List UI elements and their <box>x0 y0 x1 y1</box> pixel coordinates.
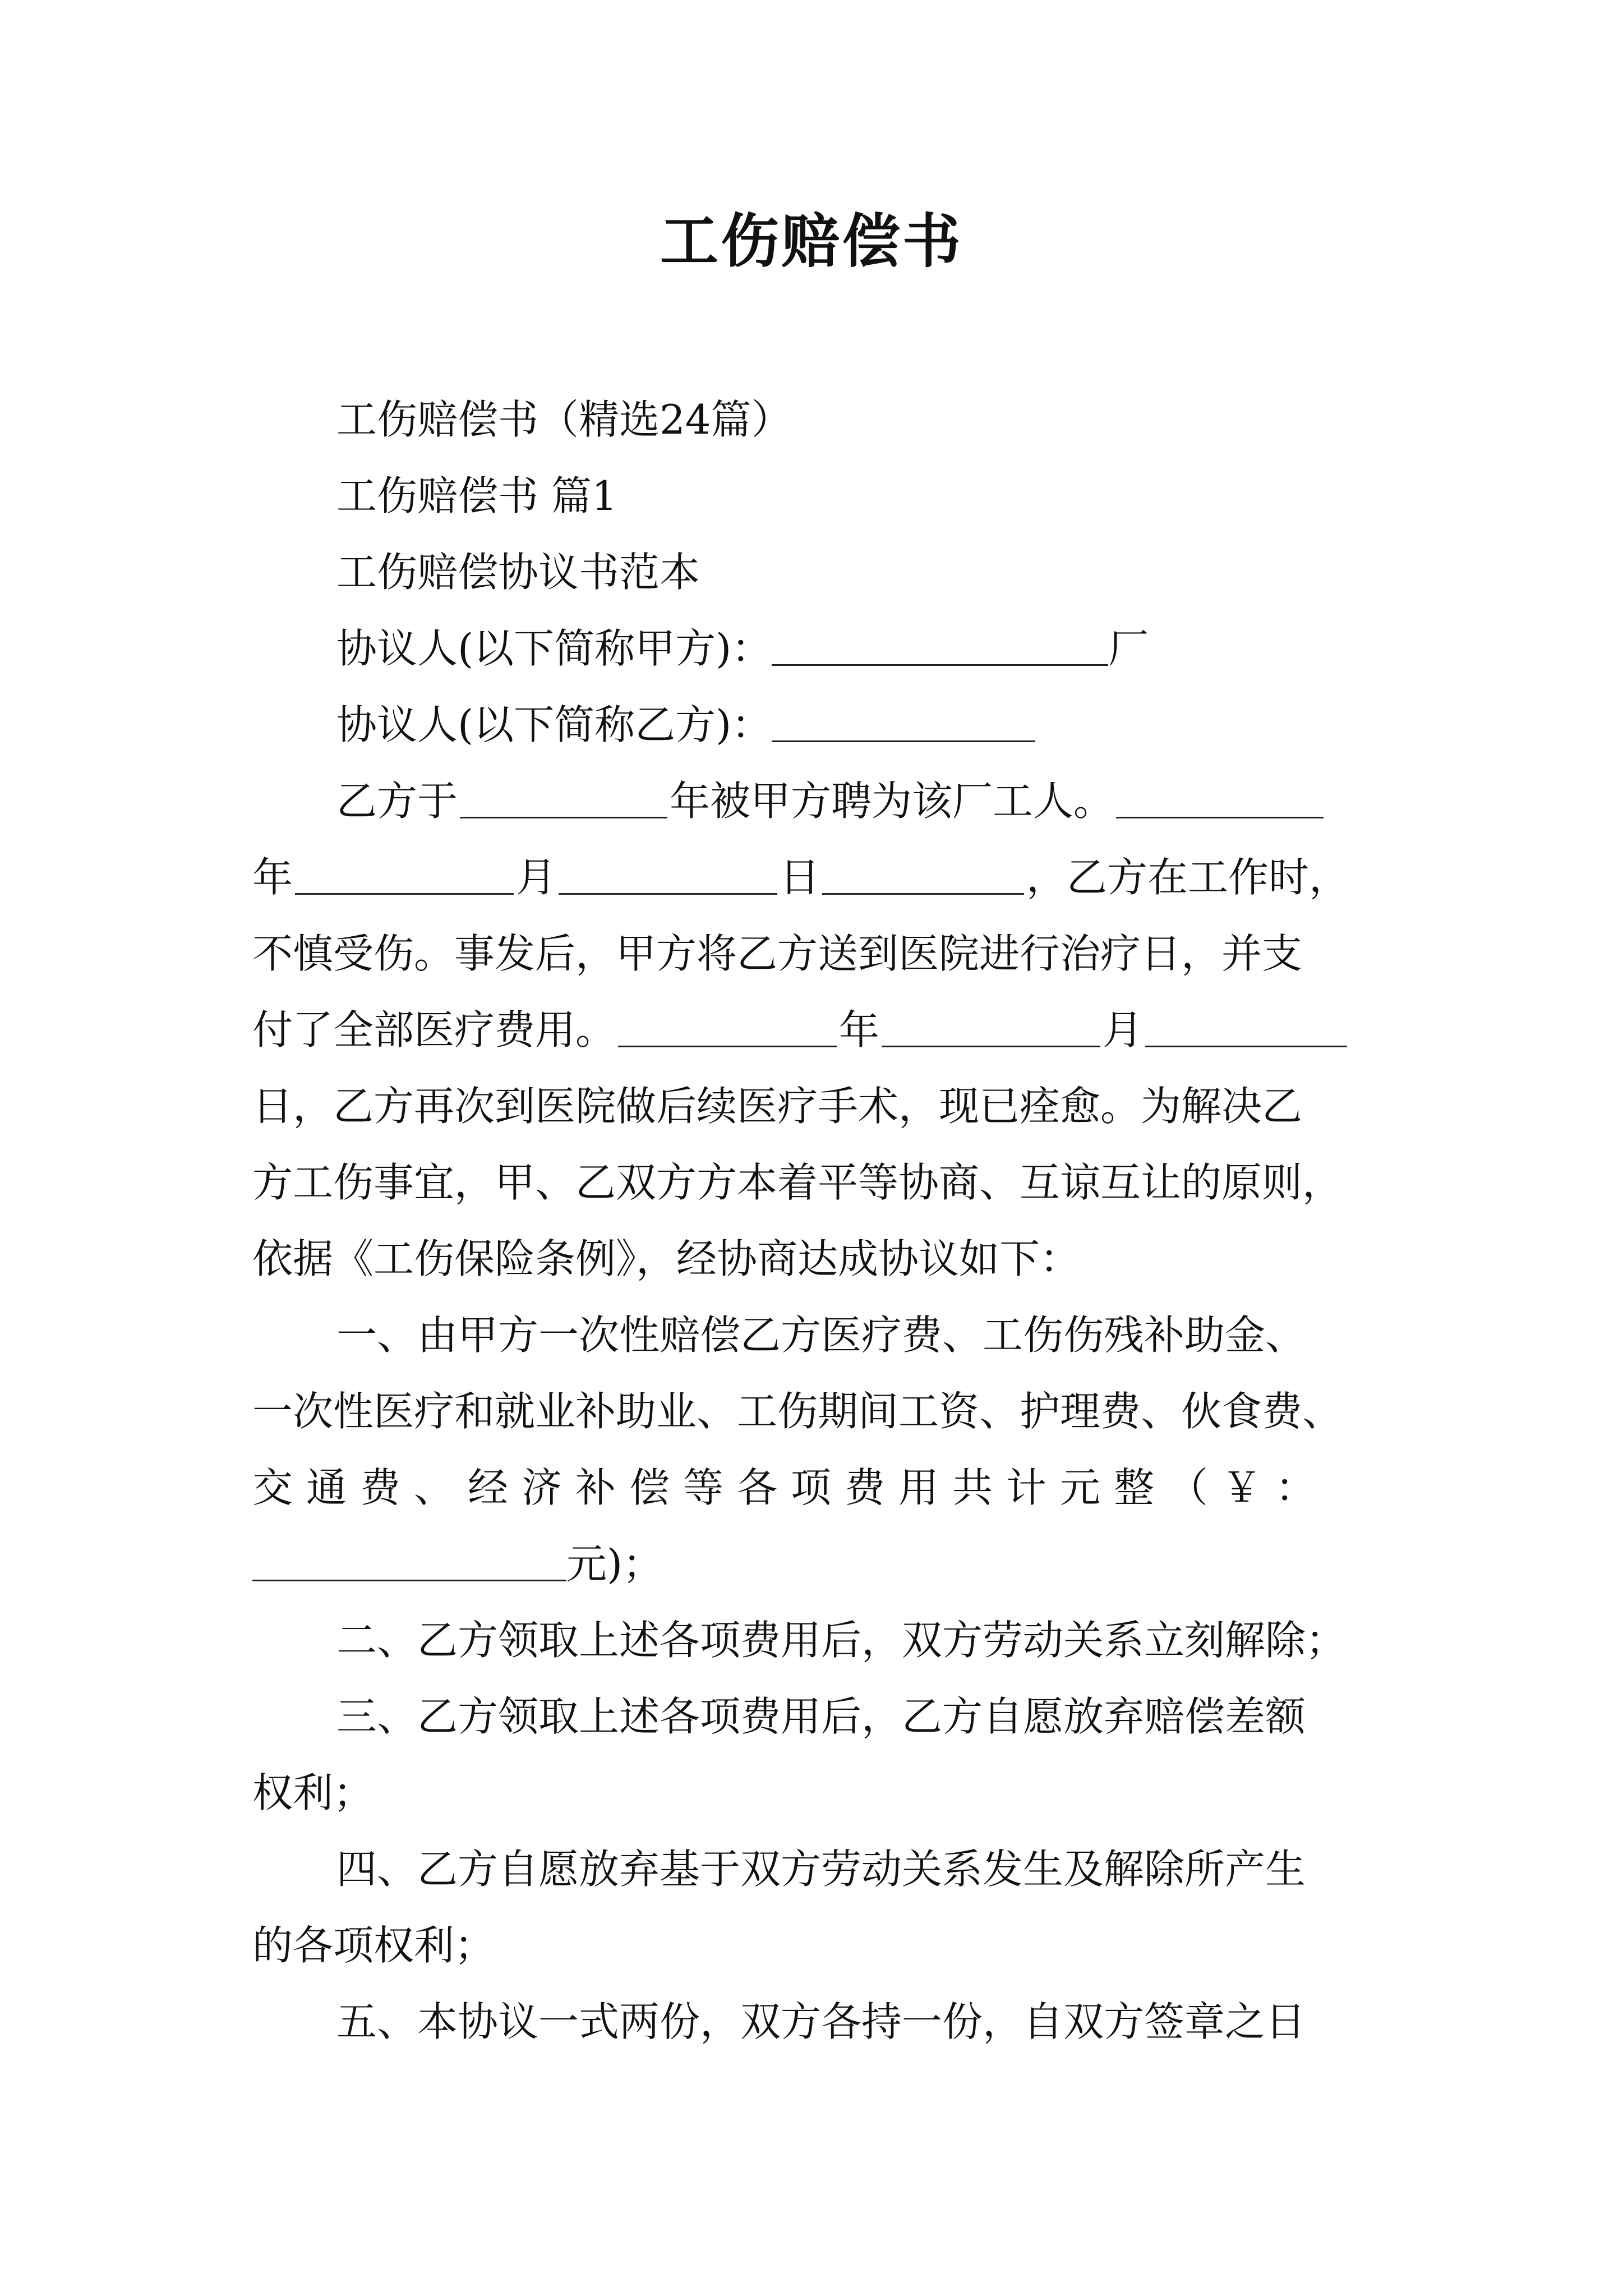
blank-field <box>295 853 514 895</box>
party-a-label: 协议人(以下简称甲方)： <box>336 625 772 672</box>
amount-line <box>252 1526 1374 1602</box>
text-span: 元)； <box>566 1540 663 1588</box>
blank-field <box>460 776 667 818</box>
text-line: 依据《工伤保险条例》，经协商达成协议如下： <box>252 1235 1081 1282</box>
text-line: 五、本协议一式两份，双方各持一份，自双方签章之日 <box>336 1998 1306 2045</box>
amount-blank <box>252 1539 566 1581</box>
blank-field <box>618 1005 837 1047</box>
blank-field <box>1145 1005 1347 1047</box>
text-line: 二、乙方领取上述各项费用后，双方劳动关系立刻解除； <box>336 1617 1347 1664</box>
text-line: 交通费、经济补偿等各项费用共计元整（￥： <box>252 1464 1330 1511</box>
text-line: 方工伤事宜，甲、乙双方方本着平等协商、互谅互让的原则， <box>252 1159 1343 1206</box>
document-title: 工伤赔偿书 <box>660 206 963 275</box>
text-span: 年被甲方聘为该厂工人。 <box>670 777 1114 825</box>
party-a-line <box>252 610 1374 687</box>
party-b-blank <box>772 700 1035 742</box>
text-line: 的各项权利； <box>252 1922 495 1969</box>
text-line: 工伤赔偿书（精选24篇） <box>336 396 792 443</box>
blank-field <box>882 1005 1100 1047</box>
party-b-line <box>252 687 1374 763</box>
blank-field <box>1116 776 1324 818</box>
text-span: 年 <box>839 1006 880 1053</box>
text-line: 权利； <box>252 1769 374 1816</box>
blank-field <box>559 853 777 895</box>
text-span: 年 <box>252 854 293 901</box>
blank-field <box>822 853 1024 895</box>
party-a-suffix: 厂 <box>1108 625 1149 672</box>
text-span: 月 <box>516 854 557 901</box>
date-line <box>252 839 1374 915</box>
text-span: 月 <box>1103 1006 1144 1053</box>
text-line: 四、乙方自愿放弃基于双方劳动关系发生及解除所产生 <box>336 1846 1306 1893</box>
text-span: 乙方于 <box>336 777 458 825</box>
text-line: 工伤赔偿协议书范本 <box>336 549 700 596</box>
party-a-blank <box>772 624 1108 666</box>
text-line: 日，乙方再次到医院做后续医疗手术，现已痊愈。为解决乙 <box>252 1083 1303 1130</box>
text-line: 一次性医疗和就业补助业、工伤期间工资、护理费、伙食费、 <box>252 1388 1343 1435</box>
text-span: ，乙方在工作时， <box>1026 854 1350 901</box>
party-b-label: 协议人(以下简称乙方)： <box>336 701 772 748</box>
text-line: 一、由甲方一次性赔偿乙方医疗费、工伤伤残补助金、 <box>336 1312 1306 1359</box>
text-span: 日 <box>780 854 820 901</box>
hire-line <box>252 763 1374 839</box>
text-line: 三、乙方领取上述各项费用后，乙方自愿放弃赔偿差额 <box>336 1693 1306 1740</box>
text-span: 付了全部医疗费用。 <box>252 1006 616 1053</box>
text-line: 不慎受伤。事发后，甲方将乙方送到医院进行治疗日，并支 <box>252 930 1303 977</box>
document-body <box>252 381 1374 2060</box>
text-line: 工伤赔偿书 篇1 <box>336 472 617 519</box>
payment-line <box>252 992 1374 1068</box>
